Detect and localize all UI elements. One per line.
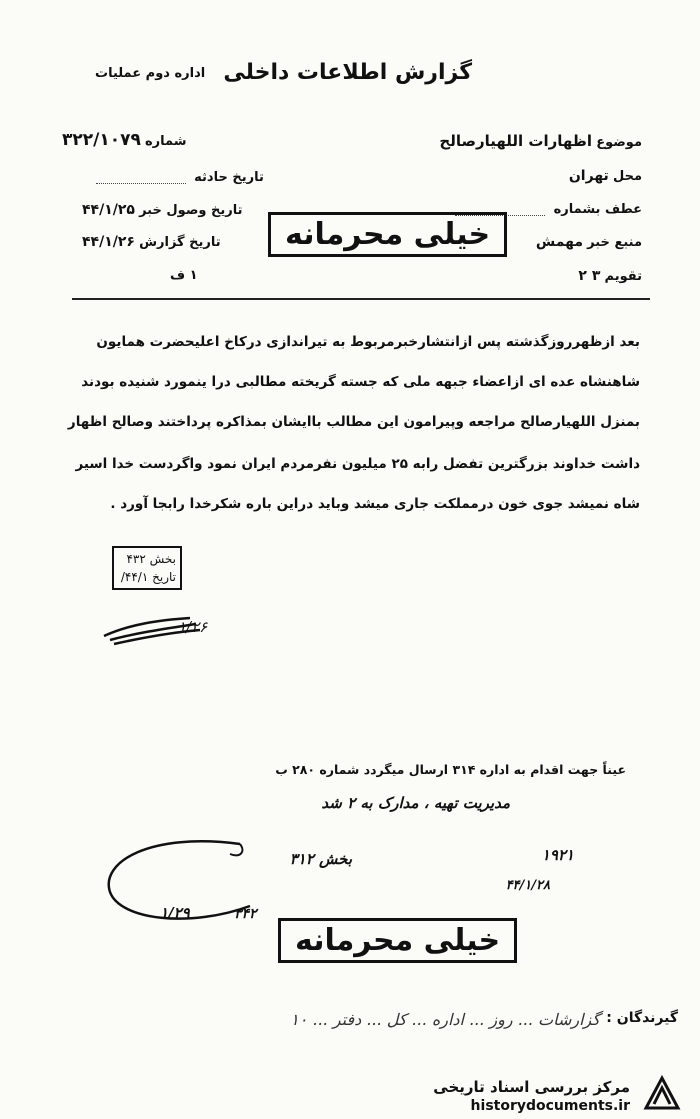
recipients-handwritten: گزارشات ... روز ... اداره ... کل ... دفتر ... ۱۰ [290,1010,600,1029]
field-rating-label: تقویم [604,269,642,284]
handwritten-number: ۱۹۲۱ [541,846,574,864]
body-line-5: شاه نمیشد جوی خون درمملکت جاری میشد وباید دراین باره شکرخدا رابجا آورد . [110,496,640,512]
handwritten-date: ۴۴/۱/۲۸ [505,878,550,893]
field-subject-label: موضوع [596,135,642,150]
header-separator [72,298,650,300]
field-report-date-label: تاریخ گزارش [139,235,221,250]
section-box-line-1: بخش ۴۳۲ [126,552,176,566]
body-line-2: شاهنشاه عده ای ازاعضاء جبهه ملی که جسته گریخته مطالبی درا ینمورد شنیده بودند [81,374,640,390]
field-subject [439,132,642,150]
handwritten-loop [90,832,260,942]
field-number [62,130,187,150]
field-small-code: ۱ ف [170,268,198,283]
report-title: گزارش اطلاعات داخلی [223,60,472,85]
field-rating-value: ۳ ۲ [578,268,601,284]
field-subject-value: اظهارات اللهیارصالح [439,132,593,150]
signature-date: ۱/۲۶ [178,618,208,636]
top-secret-stamp: خیلی محرمانه [268,212,507,257]
footer-org-name: مرکز بررسی اسناد تاریخی [433,1078,630,1096]
footer-watermark [412,1072,692,1116]
field-receipt-date [82,202,242,218]
field-ref-label: عطف بشماره [553,202,642,217]
top-secret-stamp-bottom: خیلی محرمانه [278,918,517,963]
field-rating [578,268,642,284]
field-place [569,168,642,184]
recipients-label: گیرندگان : [606,1010,678,1026]
footer-website: historydocuments.ir [470,1098,630,1114]
field-source-value: مهمش [535,234,584,250]
field-incident-date [92,170,264,185]
handwritten-left-date: ۱/۲۹ [160,904,190,922]
field-report-date-value: ۴۴/۱/۲۶ [82,234,135,250]
body-line-4: داشت خداوند بزرگترین تفضل رابه ۲۵ میلیون نفرمردم ایران نمود واگردست خدا اسیر [75,456,640,472]
archive-logo-icon [640,1074,684,1114]
body-line-3: بمنزل اللهیارصالح مراجعه وپیرامون این مطالب باایشان بمذاکره پرداختند وصالح اظهار [67,414,640,430]
field-incident-date-dots [96,171,186,184]
field-place-label: محل [612,169,642,184]
section-box-line-2: تاریخ ۴۴/۱/ [120,570,176,584]
field-receipt-date-value: ۴۴/۱/۲۵ [82,202,135,218]
field-number-label: شماره [144,134,187,149]
handwritten-section: بخش ۳۱۲ [289,850,352,868]
section-box-annotation [112,546,182,590]
field-receipt-date-label: تاریخ وصول خبر [139,203,243,218]
field-report-date [82,234,221,250]
field-place-value: تهران [568,168,609,184]
field-incident-date-label: تاریخ حادثه [194,170,264,185]
forward-note: عیناً جهت اقدام به اداره ۳۱۴ ارسال میگردد شماره ۲۸۰ ب [275,762,626,777]
body-line-1: بعد ازظهرروزگذشته پس ازانتشارخبرمربوط به تیراندازی درکاخ اعلیحضرت همایون [96,334,640,350]
field-source [536,234,642,250]
field-source-label: منبع خبر [587,235,642,250]
handwritten-note: مدیریت تهیه ، مدارک به ۲ شد [321,794,510,812]
field-number-value: ۳۲۲/۱۰۷۹ [62,130,141,150]
handwritten-left-number: ۳۴۲ [234,906,257,922]
department-name: اداره دوم عملیات [95,66,206,81]
